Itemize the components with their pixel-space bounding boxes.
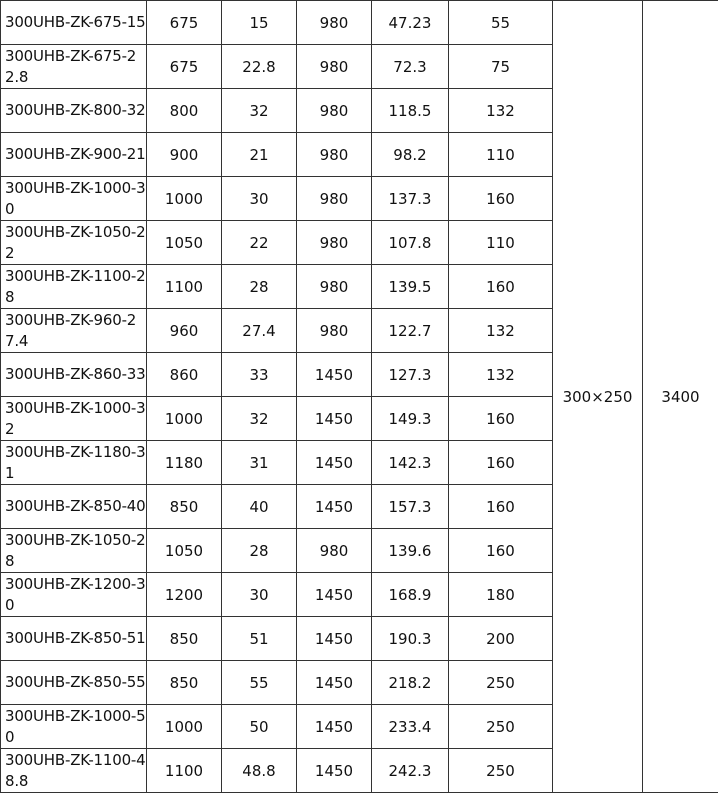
- head-cell: 48.8: [222, 749, 297, 793]
- head-cell: 22: [222, 221, 297, 265]
- motor-power-cell: 110: [449, 221, 553, 265]
- shaft-power-cell: 190.3: [372, 617, 449, 661]
- model-cell: 300UHB-ZK-1200-30: [1, 573, 147, 617]
- model-cell: 300UHB-ZK-800-32: [1, 89, 147, 133]
- motor-power-cell: 250: [449, 661, 553, 705]
- shaft-power-cell: 139.5: [372, 265, 449, 309]
- speed-cell: 1450: [297, 397, 372, 441]
- flow-cell: 1050: [147, 221, 222, 265]
- speed-cell: 1450: [297, 573, 372, 617]
- table-body: [1, 1, 718, 793]
- head-cell: 30: [222, 573, 297, 617]
- head-cell: 27.4: [222, 309, 297, 353]
- speed-cell: 980: [297, 89, 372, 133]
- speed-cell: 1450: [297, 705, 372, 749]
- motor-power-cell: 160: [449, 485, 553, 529]
- head-cell: 21: [222, 133, 297, 177]
- shaft-power-cell: 118.5: [372, 89, 449, 133]
- model-cell: 300UHB-ZK-1050-22: [1, 221, 147, 265]
- flow-cell: 1000: [147, 177, 222, 221]
- speed-cell: 980: [297, 265, 372, 309]
- speed-cell: 1450: [297, 617, 372, 661]
- flow-cell: 675: [147, 1, 222, 45]
- speed-cell: 980: [297, 221, 372, 265]
- shaft-power-cell: 218.2: [372, 661, 449, 705]
- head-cell: 28: [222, 265, 297, 309]
- table-row: [1, 1, 718, 45]
- motor-power-cell: 160: [449, 265, 553, 309]
- model-cell: 300UHB-ZK-1100-48.8: [1, 749, 147, 793]
- speed-cell: 1450: [297, 441, 372, 485]
- shaft-power-cell: 122.7: [372, 309, 449, 353]
- model-cell: 300UHB-ZK-850-55: [1, 661, 147, 705]
- model-cell: 300UHB-ZK-1180-31: [1, 441, 147, 485]
- head-cell: 15: [222, 1, 297, 45]
- motor-power-cell: 200: [449, 617, 553, 661]
- motor-power-cell: 160: [449, 529, 553, 573]
- weight-cell: 3400: [643, 1, 718, 793]
- motor-power-cell: 75: [449, 45, 553, 89]
- flow-cell: 675: [147, 45, 222, 89]
- speed-cell: 1450: [297, 661, 372, 705]
- motor-power-cell: 132: [449, 353, 553, 397]
- motor-power-cell: 160: [449, 441, 553, 485]
- speed-cell: 1450: [297, 749, 372, 793]
- shaft-power-cell: 242.3: [372, 749, 449, 793]
- motor-power-cell: 160: [449, 397, 553, 441]
- flow-cell: 900: [147, 133, 222, 177]
- head-cell: 32: [222, 89, 297, 133]
- flow-cell: 850: [147, 617, 222, 661]
- model-cell: 300UHB-ZK-675-22.8: [1, 45, 147, 89]
- speed-cell: 980: [297, 133, 372, 177]
- speed-cell: 1450: [297, 353, 372, 397]
- shaft-power-cell: 157.3: [372, 485, 449, 529]
- flow-cell: 1100: [147, 265, 222, 309]
- model-cell: 300UHB-ZK-1100-28: [1, 265, 147, 309]
- model-cell: 300UHB-ZK-860-33: [1, 353, 147, 397]
- speed-cell: 980: [297, 529, 372, 573]
- model-cell: 300UHB-ZK-850-51: [1, 617, 147, 661]
- head-cell: 33: [222, 353, 297, 397]
- model-cell: 300UHB-ZK-900-21: [1, 133, 147, 177]
- model-cell: 300UHB-ZK-960-27.4: [1, 309, 147, 353]
- shaft-power-cell: 98.2: [372, 133, 449, 177]
- motor-power-cell: 250: [449, 749, 553, 793]
- shaft-power-cell: 139.6: [372, 529, 449, 573]
- flow-cell: 1100: [147, 749, 222, 793]
- flow-cell: 1180: [147, 441, 222, 485]
- head-cell: 50: [222, 705, 297, 749]
- flow-cell: 1000: [147, 705, 222, 749]
- motor-power-cell: 55: [449, 1, 553, 45]
- outlet-inlet-cell: 300×250: [553, 1, 643, 793]
- shaft-power-cell: 168.9: [372, 573, 449, 617]
- model-cell: 300UHB-ZK-1000-50: [1, 705, 147, 749]
- speed-cell: 980: [297, 1, 372, 45]
- shaft-power-cell: 107.8: [372, 221, 449, 265]
- motor-power-cell: 132: [449, 89, 553, 133]
- shaft-power-cell: 72.3: [372, 45, 449, 89]
- head-cell: 30: [222, 177, 297, 221]
- shaft-power-cell: 149.3: [372, 397, 449, 441]
- flow-cell: 800: [147, 89, 222, 133]
- model-cell: 300UHB-ZK-850-40: [1, 485, 147, 529]
- head-cell: 31: [222, 441, 297, 485]
- flow-cell: 850: [147, 661, 222, 705]
- head-cell: 51: [222, 617, 297, 661]
- speed-cell: 1450: [297, 485, 372, 529]
- motor-power-cell: 160: [449, 177, 553, 221]
- model-cell: 300UHB-ZK-1050-28: [1, 529, 147, 573]
- flow-cell: 960: [147, 309, 222, 353]
- head-cell: 40: [222, 485, 297, 529]
- flow-cell: 850: [147, 485, 222, 529]
- head-cell: 55: [222, 661, 297, 705]
- shaft-power-cell: 47.23: [372, 1, 449, 45]
- speed-cell: 980: [297, 45, 372, 89]
- motor-power-cell: 110: [449, 133, 553, 177]
- head-cell: 32: [222, 397, 297, 441]
- flow-cell: 1200: [147, 573, 222, 617]
- motor-power-cell: 250: [449, 705, 553, 749]
- shaft-power-cell: 127.3: [372, 353, 449, 397]
- flow-cell: 860: [147, 353, 222, 397]
- motor-power-cell: 132: [449, 309, 553, 353]
- shaft-power-cell: 233.4: [372, 705, 449, 749]
- head-cell: 22.8: [222, 45, 297, 89]
- speed-cell: 980: [297, 309, 372, 353]
- motor-power-cell: 180: [449, 573, 553, 617]
- shaft-power-cell: 137.3: [372, 177, 449, 221]
- shaft-power-cell: 142.3: [372, 441, 449, 485]
- flow-cell: 1000: [147, 397, 222, 441]
- speed-cell: 980: [297, 177, 372, 221]
- model-cell: 300UHB-ZK-675-15: [1, 1, 147, 45]
- model-cell: 300UHB-ZK-1000-30: [1, 177, 147, 221]
- model-cell: 300UHB-ZK-1000-32: [1, 397, 147, 441]
- head-cell: 28: [222, 529, 297, 573]
- flow-cell: 1050: [147, 529, 222, 573]
